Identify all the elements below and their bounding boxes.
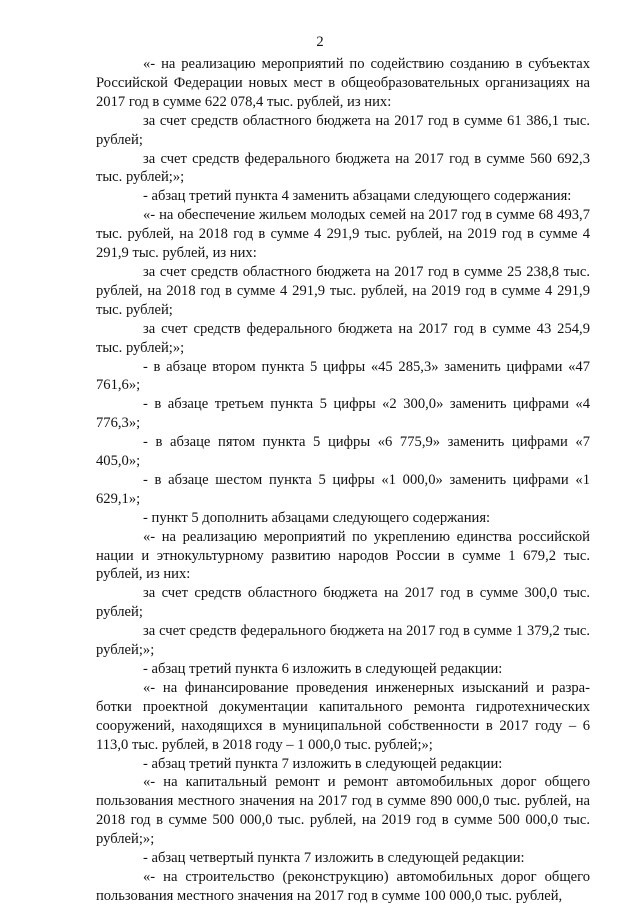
- paragraph-young-families-housing: «- на обеспечение жильем молодых семей на 2017 год в сумме 68 493,7 тыс. рублей, на 2018 год в сумме 4 291,9 тыс. рублей, на 2019 год в сумме 4 291,9 тыс. рублей, из них:: [96, 207, 590, 262]
- paragraph-federal-budget-housing: за счет средств федерального бюджета на 2017 год в сумме 43 254,9 тыс. рублей;»;: [96, 320, 590, 356]
- document-body: [96, 55, 590, 906]
- paragraph-item-5-fifth: - в абзаце пятом пункта 5 цифры «6 775,9» заменить цифрами «7 405,0»;: [96, 434, 590, 470]
- paragraph-item-5-second: - в абзаце втором пункта 5 цифры «45 285,3» заменить цифрами «47 761,6»;: [96, 358, 590, 394]
- paragraph-federal-budget-school: за счет средств федерального бюджета на 2017 год в сумме 560 692,3 тыс. рублей;»;: [96, 150, 590, 186]
- paragraph-regional-budget-housing: за счет средств областного бюджета на 2017 год в сумме 25 238,8 тыс. рублей, на 2018 год в сумме 4 291,9 тыс. рублей, на 2019 год в сумме 4 291,9 тыс. рублей;: [96, 263, 590, 318]
- paragraph-item-5-third: - в абзаце третьем пункта 5 цифры «2 300,0» заменить цифрами «4 776,3»;: [96, 396, 590, 432]
- paragraph-amend-item-7-fourth: - абзац четвертый пункта 7 изложить в следующей редакции:: [143, 850, 525, 867]
- paragraph-item-5-supplement: - пункт 5 дополнить абзацами следующего содержания:: [143, 509, 491, 526]
- paragraph-federal-budget-unity: за счет средств федерального бюджета на 2017 год в сумме 1 379,2 тыс. рублей;»;: [96, 623, 590, 659]
- page-number: 2: [316, 34, 324, 50]
- paragraph-new-school-places: «- на реализацию мероприятий по содействию созданию в субъектах Российской Федерации новых мест в общеобразовательных организациях на 2017 год в сумме 622 078,4 тыс. рублей, из них:: [96, 56, 590, 110]
- paragraph-amend-item-4: - абзац третий пункта 4 заменить абзацами следующего содержания:: [143, 188, 572, 205]
- paragraph-nation-unity: «- на реализацию мероприятий по укреплению единства российской нации и этнокультурному развитию народов России в сумме 1 679,2 тыс. рублей, из них:: [96, 528, 590, 583]
- paragraph-regional-budget-unity: за счет средств областного бюджета на 2017 год в сумме 300,0 тыс. рублей;: [96, 585, 590, 621]
- paragraph-amend-item-7-third: - абзац третий пункта 7 изложить в следующей редакции:: [143, 755, 503, 772]
- paragraph-regional-budget-school: за счет средств областного бюджета на 2017 год в сумме 61 386,1 тыс. рублей;: [96, 112, 590, 148]
- paragraph-road-repair: «- на капитальный ремонт и ремонт автомобильных дорог общего пользования местного значения на 2017 год в сумме 890 000,0 тыс. рублей, на 2018 год в сумме 500 000,0 тыс. рублей, на 2019 год в сумме 500 000,0 тыс. рублей;»;: [96, 774, 590, 848]
- paragraph-hydraulic-structures: «- на финансирование проведения инженерных изысканий и разработки проектной документации капитального ремонта гидротехнических сооружений, находящихся в муниципальной собственности в 2017 году – 6 113,0 тыс. рублей, в 2018 году – 1 000,0 тыс. рублей;»;: [96, 679, 590, 753]
- paragraph-item-5-sixth: - в абзаце шестом пункта 5 цифры «1 000,0» заменить цифрами «1 629,1»;: [96, 471, 590, 507]
- paragraph-road-construction: «- на строительство (реконструкцию) автомобильных дорог общего пользования местного значения на 2017 год в сумме 100 000,0 тыс. рублей,: [96, 868, 590, 904]
- paragraph-amend-item-6: - абзац третий пункта 6 изложить в следующей редакции:: [143, 661, 503, 677]
